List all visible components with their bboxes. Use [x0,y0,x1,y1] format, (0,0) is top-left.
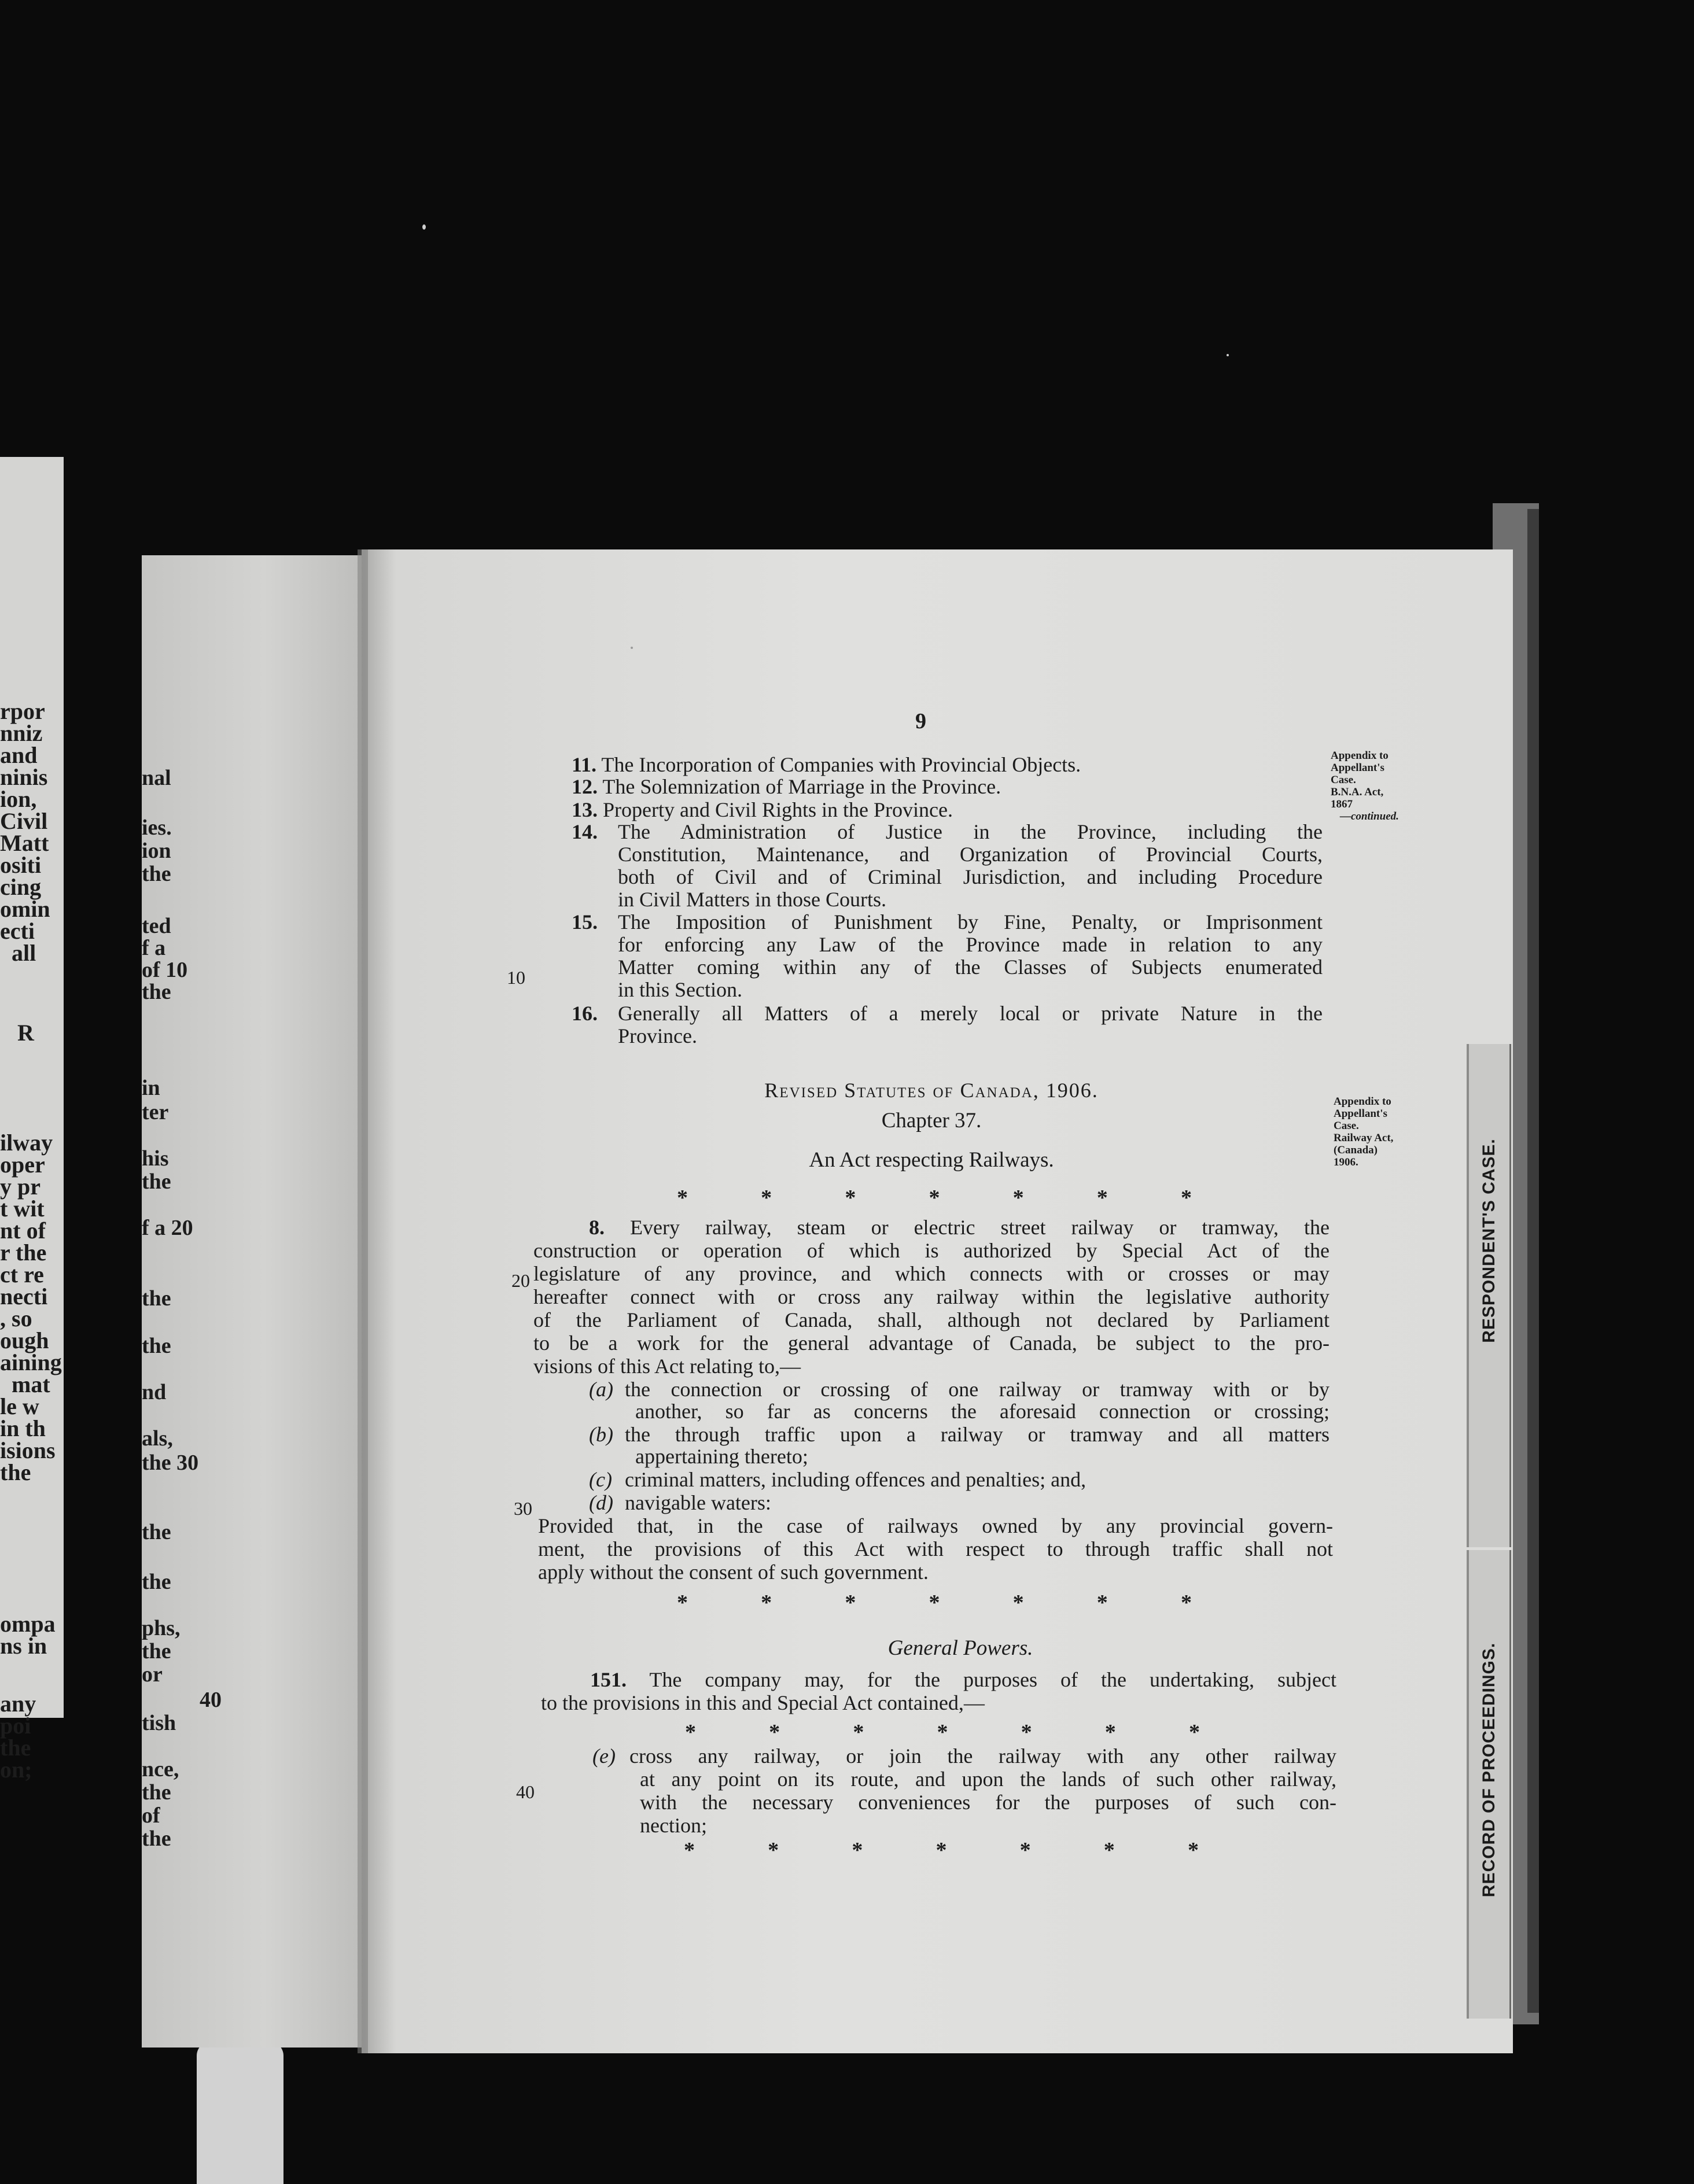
verso-fragment: ted [142,914,171,938]
verso-fragment: of 10 [142,958,188,982]
left-fragment: ion, [0,786,37,812]
left-fragment: nt of [0,1218,46,1244]
left-fragment: y pr [0,1174,40,1200]
film-speck [631,647,633,649]
verso-fragment: f a 20 [142,1216,193,1240]
section-line: hereafter connect with or cross any railway within the legislative authority [533,1285,1330,1308]
clause-line: at any point on its route, and upon the lands of such other railway, [640,1768,1336,1791]
left-fragment: R [17,1020,34,1046]
verso-fragment: the [142,1170,171,1194]
chapter-heading: Chapter 37. [881,1109,982,1132]
list-item-line: both of Civil and of Criminal Jurisdiction, and including Procedure [618,865,1323,888]
left-fragment: , so [0,1305,32,1331]
clause-label: (b) [589,1423,613,1446]
clause-line: cross any railway, or join the railway with any other railway [629,1744,1336,1768]
clause-line: criminal matters, including offences and penalties; and, [625,1468,1087,1491]
list-item: 16. [572,1002,598,1025]
section-line: visions of this Act relating to,— [533,1355,801,1378]
left-fragment: ns in [0,1633,47,1659]
general-powers-heading: General Powers. [887,1636,1033,1660]
left-fragment: ninis [0,764,48,790]
verso-fragment: the 30 [142,1451,199,1475]
left-fragment: poi [0,1713,31,1739]
clause-label: (a) [589,1378,613,1401]
left-fragment: the [0,1735,31,1761]
clause-line: navigable waters: [625,1491,771,1514]
verso-fragment: the [142,862,171,886]
left-fragment: ilway [0,1130,53,1156]
list-item: 15. [572,910,598,934]
left-fragment: ough [0,1327,49,1353]
tab-record-of-proceedings[interactable] [1467,1550,1511,2019]
clause-label: (e) [592,1744,616,1768]
verso-fragment: his [142,1146,169,1171]
verso-fragment: phs, [142,1616,181,1640]
tab-record-label: RECORD OF PROCEEDINGS. [1479,1642,1498,1898]
left-fragment: Matt [0,830,49,856]
verso-fragment: tish [142,1711,176,1735]
left-fragment: omin [0,896,50,922]
list-item: 13. Property and Civil Rights in the Province. [572,798,953,821]
clause-line: another, so far as concerns the aforesaid connection or crossing; [635,1400,1330,1423]
proviso-line: Provided that, in the case of railways owned by any provincial govern- [538,1514,1333,1537]
line-number-40: 40 [516,1781,535,1802]
left-fragment: nniz [0,720,43,746]
clause-line: nection; [640,1814,707,1837]
film-speck [1227,354,1229,356]
ellipsis-stars: * * * * * * * [684,1838,1199,1862]
clause-line: the connection or crossing of one railway or tramway with or by [625,1378,1330,1401]
list-item-line: in Civil Matters in those Courts. [618,888,886,911]
section-line: legislature of any province, and which connects with or crosses or may [533,1262,1330,1285]
margin-note-railway-act: Appendix to Appellant's Case. Railway Act, (Canada) 1906. [1334,1095,1394,1168]
section-151-first-line: 151. The company may, for the purposes of the undertaking, subject [590,1668,1336,1691]
left-fragment: ct re [0,1261,44,1287]
verso-fragment: als, [142,1426,173,1451]
verso-fragment: the [142,1639,171,1663]
section-line: construction or operation of which is authorized by Special Act of the [533,1239,1330,1262]
left-fragment: aining [0,1349,62,1375]
margin-note-bna-act: Appendix to Appellant's Case. B.N.A. Act, 1867 —continued. [1331,750,1399,822]
section-line: of the Parliament of Canada, shall, although not declared by Parliament [533,1308,1330,1331]
section-line: to be a work for the general advantage of Canada, be subject to the pro- [533,1331,1330,1355]
verso-fragment: the [142,1780,171,1805]
film-speck [422,224,426,230]
list-item-line: Province. [618,1024,697,1047]
left-fragment: all [12,940,36,966]
verso-fragment: or [142,1662,163,1687]
left-fragment: cing [0,874,42,900]
clause-line: appertaining thereto; [635,1445,808,1468]
left-fragment: the [0,1459,31,1485]
verso-fragment: of [142,1803,160,1828]
verso-page [142,555,364,2048]
list-item-line: The Imposition of Punishment by Fine, Penalty, or Imprisonment [618,910,1323,934]
verso-fragment: ter [142,1100,169,1124]
left-fragment: necti [0,1283,48,1309]
ellipsis-stars: * * * * * * * [677,1186,1192,1210]
verso-fragment: ies. [142,816,172,840]
verso-fragment: 40 [200,1688,222,1712]
verso-fragment: the [142,980,171,1004]
verso-fragment: the [142,1520,171,1544]
list-item-line: The Administration of Justice in the Province, including the [618,820,1323,843]
left-fragment: t wit [0,1196,45,1222]
verso-fragment: in [142,1076,160,1100]
clause-line: the through traffic upon a railway or tramway and all matters [625,1423,1330,1446]
left-fragment: r the [0,1239,47,1266]
list-item: 12. The Solemnization of Marriage in the Province. [572,775,1001,798]
line-number-30: 30 [514,1498,532,1519]
book-edge-shadow [1527,509,1539,2013]
page-number: 9 [915,709,926,733]
left-fragment: oper [0,1152,45,1178]
verso-fragment: the [142,1570,171,1594]
left-fragment: ositi [0,852,42,878]
left-fragment: any [0,1691,36,1717]
act-heading: An Act respecting Railways. [809,1148,1054,1172]
line-number-10: 10 [507,967,525,988]
left-page-fragment [0,457,64,1783]
statute-heading: Revised Statutes of Canada, 1906. [764,1079,1099,1102]
ellipsis-stars: * * * * * * * [677,1591,1192,1615]
list-item: 14. [572,820,598,843]
list-item-line: Matter coming within any of the Classes of Subjects enumerated [618,956,1323,979]
left-fragment: rpor [0,698,45,724]
section-line: to the provisions in this and Special Act contained,— [541,1691,985,1714]
list-item: 11. The Incorporation of Companies with Provincial Objects. [572,753,1081,776]
left-fragment: and [0,742,38,768]
list-item-line: in this Section. [618,978,742,1001]
left-fragment: in th [0,1415,46,1441]
clause-label: (d) [589,1491,613,1514]
verso-fragment: nce, [142,1757,179,1781]
left-fragment: isions [0,1437,56,1463]
list-item-line: Generally all Matters of a merely local or private Nature in the [618,1002,1323,1025]
proviso-line: ment, the provisions of this Act with respect to through traffic shall not [538,1537,1333,1560]
verso-fragment: nal [142,766,171,790]
verso-fragment: the [142,1334,171,1358]
ellipsis-stars: * * * * * * * [685,1720,1200,1744]
verso-fragment: the [142,1827,171,1851]
list-item-line: Constitution, Maintenance, and Organization of Provincial Courts, [618,843,1323,866]
tab-respondents-case[interactable] [1467,1044,1511,1547]
gutter-shadow [358,549,368,2053]
verso-fragment: f a [142,936,166,960]
verso-fragment: the [142,1286,171,1311]
tab-respondents-label: RESPONDENT'S CASE. [1479,1138,1498,1343]
section-8-first-line: 8. Every railway, steam or electric street railway or tramway, the [589,1216,1330,1239]
verso-fragment: nd [142,1380,167,1404]
left-tab-edge [197,2042,283,2184]
left-fragment: on; [0,1757,32,1783]
line-number-20: 20 [511,1270,530,1291]
proviso-line: apply without the consent of such government. [538,1560,929,1584]
left-fragment: le w [0,1393,39,1419]
left-fragment: ompa [0,1611,56,1637]
left-fragment: Civil [0,808,48,834]
clause-label: (c) [589,1468,612,1491]
left-fragment: ecti [0,918,35,944]
left-fragment: mat [12,1371,50,1397]
verso-fragment: ion [142,839,171,863]
list-item-line: for enforcing any Law of the Province made in relation to any [618,933,1323,956]
clause-line: with the necessary conveniences for the purposes of such con- [640,1791,1336,1814]
